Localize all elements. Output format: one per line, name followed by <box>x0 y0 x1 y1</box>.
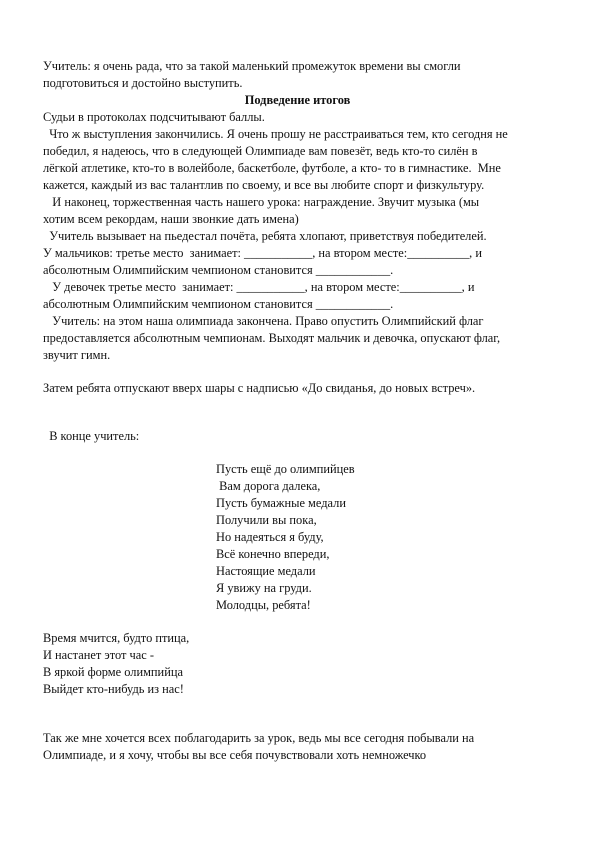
verse-line-4: Выйдет кто-нибудь из нас! <box>43 682 184 696</box>
body-line-12: абсолютным Олимпийским чемпионом становится ____________. <box>43 297 394 311</box>
poem-line-8: Я увижу на груди. <box>216 581 312 595</box>
closing-line-1: Так же мне хочется всех поблагодарить за урок, ведь мы все сегодня побывали на <box>43 731 475 745</box>
body-line-1: Судьи в протоколах подсчитывают баллы. <box>43 110 265 124</box>
body-line-2: Что ж выступления закончились. Я очень прошу не расстраиваться тем, кто сегодня не <box>43 127 508 141</box>
body-line-8: Учитель вызывает на пьедестал почёта, ребята хлопают, приветствуя победителей. <box>43 229 487 243</box>
closing-line-2: Олимпиаде, и я хочу, чтобы вы все себя почувствовали хоть немножечко <box>43 748 427 762</box>
poem-line-1: Пусть ещё до олимпийцев <box>216 462 355 476</box>
poem-line-4: Получили вы пока, <box>216 513 317 527</box>
body-line-14: предоставляется абсолютным чемпионам. Выходят мальчик и девочка, опускают флаг, <box>43 331 501 345</box>
verse-line-3: В яркой форме олимпийца <box>43 665 183 679</box>
poem-line-5: Но надеяться я буду, <box>216 530 324 544</box>
body-line-13: Учитель: на этом наша олимпиада закончена. Право опустить Олимпийский флаг <box>43 314 484 328</box>
intro-line-1: Учитель: я очень рада, что за такой маленький промежуток времени вы смогли <box>43 59 461 73</box>
poem-line-9: Молодцы, ребята! <box>216 598 311 612</box>
intro-line-2: подготовиться и достойно выступить. <box>43 76 243 90</box>
poem-line-2: Вам дорога далека, <box>216 479 321 493</box>
body-line-5: кажется, каждый из вас талантлив по своему, и все вы любите спорт и физкультуру. <box>43 178 485 192</box>
body-line-3: победил, я надеюсь, что в следующей Олимпиаде вам повезёт, ведь кто-то силён в <box>43 144 478 158</box>
body-line-4: лёгкой атлетике, кто-то в волейболе, баскетболе, футболе, а кто- то в гимнастике. Мне <box>43 161 501 175</box>
verse-line-2: И настанет этот час - <box>43 648 154 662</box>
body-line-7: хотим всем рекордам, наши звонкие дать имена) <box>43 212 299 226</box>
body-line-6: И наконец, торжественная часть нашего урока: награждение. Звучит музыка (мы <box>43 195 480 209</box>
poem-line-3: Пусть бумажные медали <box>216 496 346 510</box>
verse-line-1: Время мчится, будто птица, <box>43 631 190 645</box>
body-line-15: звучит гимн. <box>43 348 111 362</box>
poem-line-7: Настоящие медали <box>216 564 316 578</box>
section-heading: Подведение итогов <box>244 93 351 107</box>
body-line-11: У девочек третье место занимает: ___________, на втором месте:__________, и <box>43 280 475 294</box>
poem-line-6: Всё конечно впереди, <box>216 547 330 561</box>
teacher-end-line: В конце учитель: <box>43 429 140 443</box>
body-line-10: абсолютным Олимпийским чемпионом становится ____________. <box>43 263 394 277</box>
body-line-9: У мальчиков: третье место занимает: ___________, на втором месте:__________, и <box>43 246 482 260</box>
balloons-line: Затем ребята отпускают вверх шары с надписью «До свиданья, до новых встреч». <box>43 381 476 395</box>
